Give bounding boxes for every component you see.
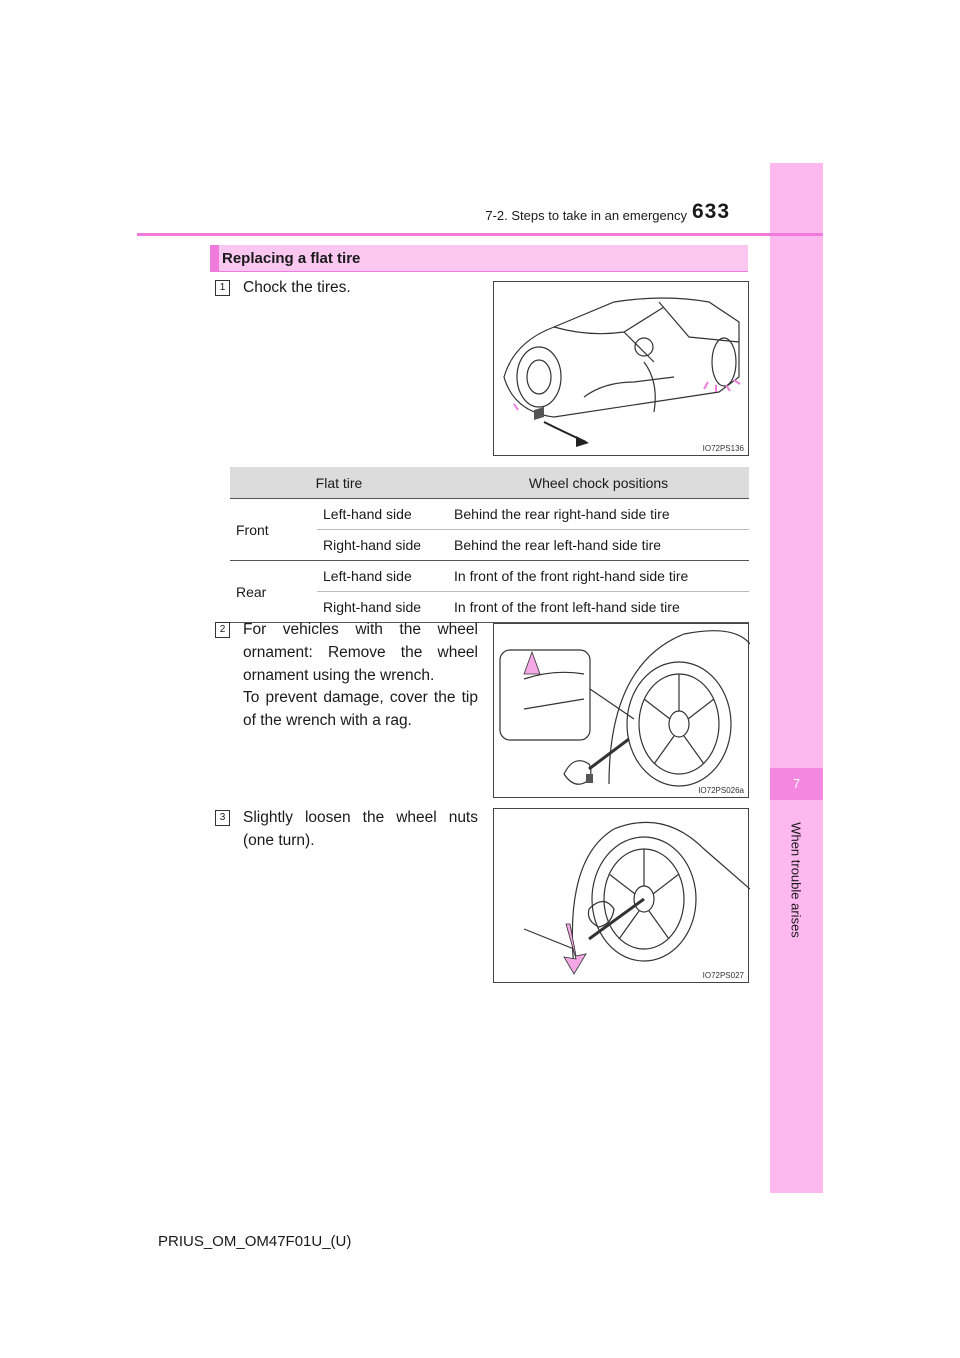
wheel-nut-wrench-drawing <box>494 809 750 984</box>
wheel-chock-table <box>230 467 749 623</box>
table-header-chock-positions: Wheel chock positions <box>448 467 749 499</box>
image-code-1: IO72PS136 <box>702 444 744 453</box>
table-group-rear: Rear <box>230 561 317 623</box>
table-header-flat-tire: Flat tire <box>230 467 448 499</box>
step-1-text: Chock the tires. <box>243 279 351 296</box>
table-cell-side: Left-hand side <box>317 561 448 592</box>
step-3-text: Slightly loosen the wheel nuts (one turn). <box>243 809 478 849</box>
page-number: 633 <box>692 200 731 223</box>
wheel-ornament-drawing <box>494 624 750 799</box>
table-cell-position: In front of the front left-hand side tire <box>448 592 749 623</box>
image-code-3: IO72PS027 <box>702 971 744 980</box>
step-2-number: 2 <box>215 622 230 638</box>
table-group-front: Front <box>230 499 317 561</box>
loosen-nuts-illustration <box>493 808 749 983</box>
car-wheel-chock-drawing <box>494 282 750 457</box>
step-3-number: 3 <box>215 810 230 826</box>
table-cell-position: In front of the front right-hand side tire <box>448 561 749 592</box>
chapter-side-tab <box>770 163 823 1193</box>
table-cell-side: Right-hand side <box>317 592 448 623</box>
image-code-2: IO72PS026a <box>698 786 744 795</box>
footer-document-code: PRIUS_OM_OM47F01U_(U) <box>158 1233 352 1250</box>
remove-ornament-illustration <box>493 623 749 798</box>
step-1-number: 1 <box>215 280 230 296</box>
step-2-note: To prevent damage, cover the tip of the wrench with a rag. <box>243 689 478 729</box>
step-2-text: For vehicles with the wheel ornament: Remove the wheel ornament using the wrench. <box>243 621 478 684</box>
section-title-rule <box>210 271 748 272</box>
chock-tires-illustration <box>493 281 749 456</box>
running-header: 7-2. Steps to take in an emergency <box>485 208 687 223</box>
table-row <box>230 499 749 530</box>
header-rule <box>137 233 823 236</box>
table-cell-position: Behind the rear right-hand side tire <box>448 499 749 530</box>
section-title: Replacing a flat tire <box>222 250 361 267</box>
table-header-row <box>230 467 749 499</box>
table-row <box>230 561 749 592</box>
table-cell-side: Left-hand side <box>317 499 448 530</box>
chapter-number: 7 <box>792 776 801 791</box>
table-cell-position: Behind the rear left-hand side tire <box>448 530 749 561</box>
chapter-title: When trouble arises <box>788 822 804 938</box>
table-cell-side: Right-hand side <box>317 530 448 561</box>
